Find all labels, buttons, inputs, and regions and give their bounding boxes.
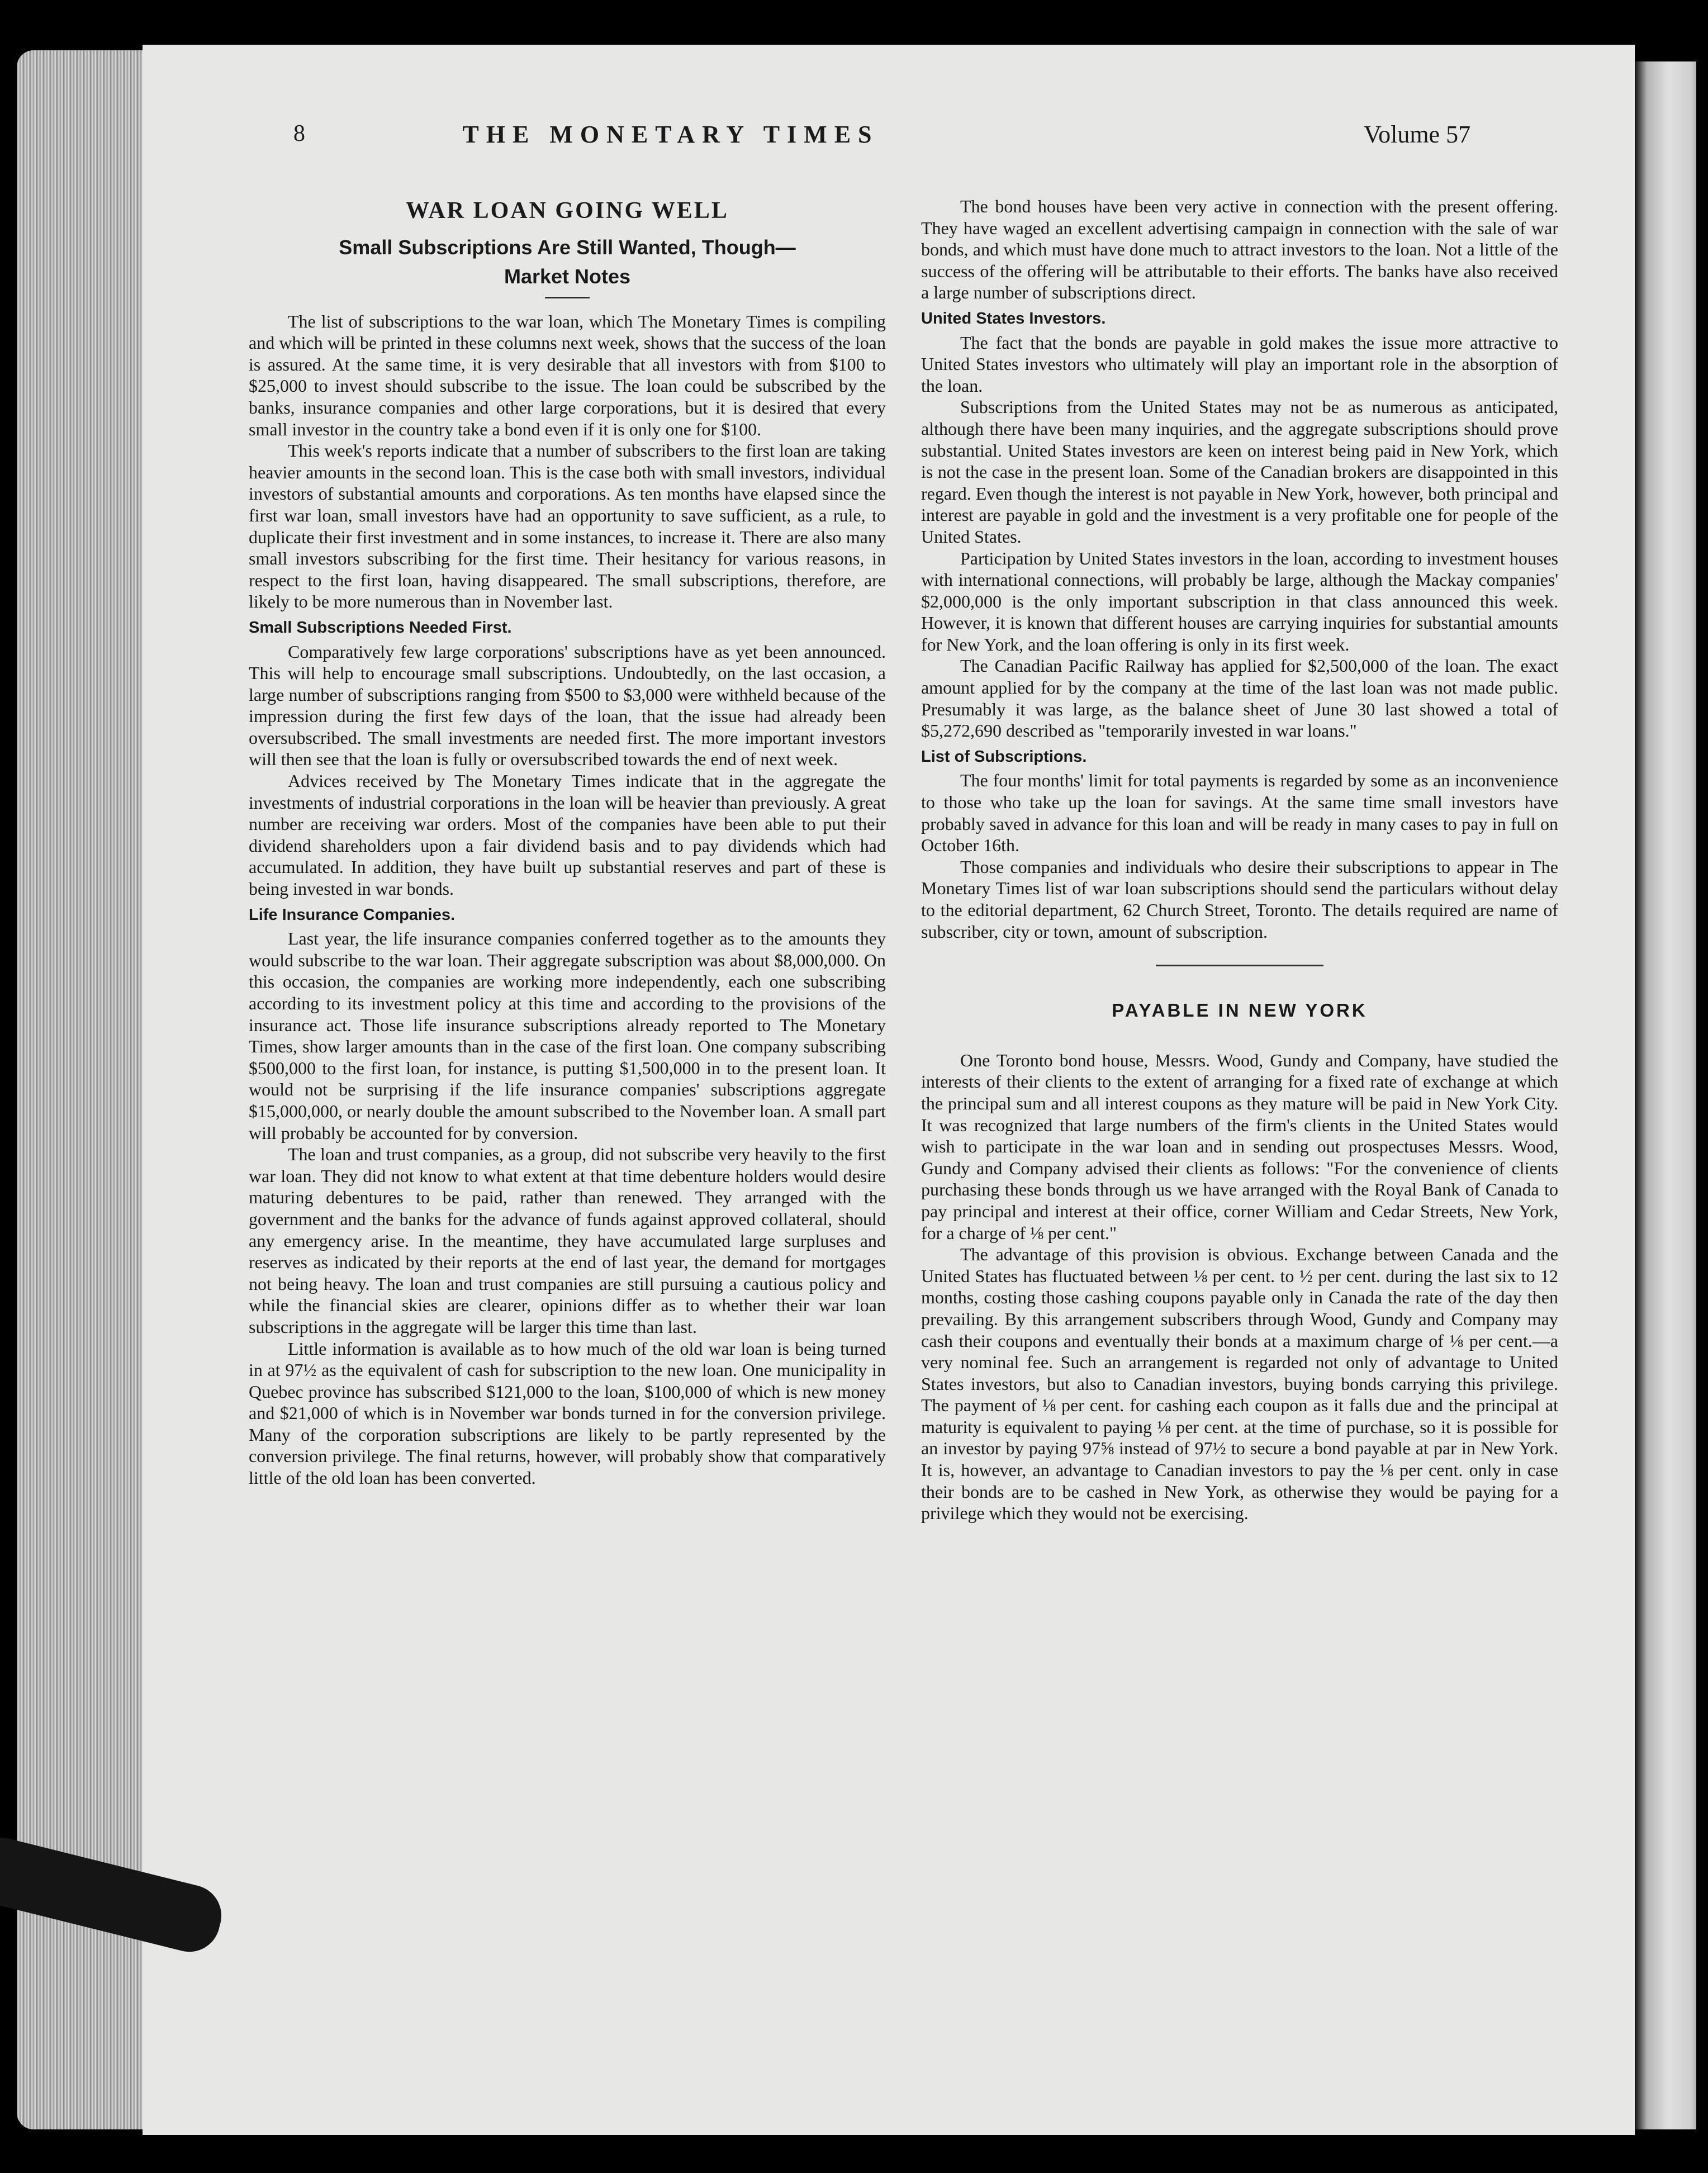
paragraph: Little information is available as to how much of the old war loan is being turned in at 97½ as the equivalent of cash for subscription to the new loan. One municipality in Quebec province has subscribed $121,000 to the loan, $100,000 of which is new money and $21,000 of which is in November war bonds turned in for the conversion privilege. Many of the corporation subscriptions are likely to be partly represented by the conversion privilege. The final returns, however, will probably show that comparatively little of the old loan has been converted. (249, 1338, 886, 1488)
section-heading: United States Investors. (921, 309, 1106, 328)
paragraph: Participation by United States investors in the loan, according to investment houses with international connections, will probably be large, although the Mackay companies' $2,000,000 is the only important subscription in that class announced this week. However, it is known that different houses are carrying inquiries for substantial amounts for New York, and the loan offering is only in its first week. (921, 548, 1558, 654)
article-title: PAYABLE IN NEW YORK (1112, 1000, 1368, 1021)
book-page-edges (17, 50, 145, 2129)
paragraph: One Toronto bond house, Messrs. Wood, Gundy and Company, have studied the interests of their clients to the extent of arranging for a fixed rate of exchange at which the principal sum and all interest coupons as they mature will be paid in New York City. It was recognized that large numbers of the firm's clients in the United States would wish to participate in the war loan and in sending out prospectuses Messrs. Wood, Gundy and Company advised their clients as follows: "For the convenience of clients purchasing these bonds through us we have arranged with the Royal Bank of Canada to pay principal and interest at their office, corner William and Cedar Streets, New York, for a charge of ⅛ per cent." (921, 1050, 1558, 1243)
paragraph: The fact that the bonds are payable in gold makes the issue more attractive to United States investors who ultimately will play an important role in the absorption of the loan. (921, 332, 1558, 396)
article-subtitle (249, 233, 886, 291)
facing-page-edge (1635, 61, 1696, 2129)
subtitle-line: Small Subscriptions Are Still Wanted, Though— (339, 235, 796, 259)
journal-title: THE MONETARY TIMES (462, 121, 879, 148)
paragraph: This week's reports indicate that a number of subscribers to the first loan are taking heavier amounts in the second loan. This is the case both with small investors, individual investors of substantial amounts and corporations. As ten months have elapsed since the first war loan, small investors have had an opportunity to save sufficient, as a rule, to duplicate their first investment and in some instances, to increase it. There are also many small investors subscribing for the first time. Their hesitancy for various reasons, in respect to the first loan, having disappeared. The small subscriptions, therefore, are likely to be more numerous than in November last. (249, 440, 886, 612)
subtitle-line: Market Notes (504, 264, 631, 288)
section-heading: Life Insurance Companies. (249, 905, 456, 924)
section-heading: Small Subscriptions Needed First. (249, 618, 512, 637)
paragraph: The advantage of this provision is obvious. Exchange between Canada and the United States has fluctuated between ⅛ per cent. to ½ per cent. during the last six to 12 months, costing those cashing coupons payable only in Canada the rate of the day then prevailing. By this arrangement subscribers through Wood, Gundy and Company may cash their coupons and eventually their bonds at a maximum charge of ⅛ per cent.—a very nominal fee. Such an arrangement is regarded not only of advantage to United States investors, but also to Canadian investors, buying bonds carrying this privilege. The payment of ⅛ per cent. for cashing each coupon as it falls due and the principal at maturity is equivalent to paying ⅛ per cent. at the time of purchase, so it is possible for an investor by paying 97⅝ instead of 97½ to secure a bond payable at par in New York. It is, however, an advantage to Canadian investors to pay the ⅛ per cent. only in case their bonds are to be cashed in New York, as otherwise they would be paying for a privilege which they would not be exercising. (921, 1244, 1558, 1524)
page-number: 8 (293, 121, 305, 146)
paragraph: Last year, the life insurance companies conferred together as to the amounts they would subscribe to the war loan. Their aggregate subscription was about $8,000,000. On this occasion, the companies are working more independently, each one subscribing according to its investment policy at this time and according to the provisions of the insurance act. Those life insurance subscriptions already reported to The Monetary Times, show larger amounts than in the case of the first loan. One company subscribing $500,000 to the first loan, for instance, is putting $1,500,000 in to the present loan. It would not be surprising if the life insurance companies' subscriptions aggregate $15,000,000, or nearly double the amount subscribed to the November loan. A small part will probably be accounted for by conversion. (249, 928, 886, 1143)
paragraph: The four months' limit for total payments is regarded by some as an inconvenience to those who take up the loan for savings. At the same time small investors have probably saved in advance for this loan and will be ready in many cases to pay in full on October 16th. (921, 770, 1558, 856)
left-column (249, 196, 886, 1489)
paragraph: The Canadian Pacific Railway has applied for $2,500,000 of the loan. The exact amount applied for by the company at the time of the last loan was not made public. Presumably it was large, as the balance sheet of June 30 last showed a total of $5,272,690 described as "temporarily invested in war loans." (921, 656, 1558, 741)
paragraph: Subscriptions from the United States may not be as numerous as anticipated, although there have been many inquiries, and the aggregate subscriptions should prove substantial. United States investors are keen on interest being paid in New York, which is not the case in the present loan. Some of the Canadian brokers are disappointed in this regard. Even though the interest is not payable in New York, however, both principal and interest are payable in gold and the investment is a very profitable one for people of the United States. (921, 397, 1558, 547)
article-divider (1156, 965, 1323, 966)
article-title: WAR LOAN GOING WELL (406, 198, 729, 224)
paragraph: The loan and trust companies, as a group, did not subscribe very heavily to the first war loan. They did not know to what extent at that time debenture holders would desire maturing debentures to be paid, rather than renewed. They arranged with the government and the banks for the advance of funds against approved collateral, should any emergency arise. In the meantime, they have accumulated large surpluses and reserves as indicated by their reports at the end of last year, the demand for mortgages not being heavy. The loan and trust companies are still pursuing a cautious policy and while the financial skies are clearer, opinions differ as to whether their war loan subscriptions in the aggregate will be larger this time than last. (249, 1144, 886, 1337)
right-column (921, 196, 1558, 1524)
volume-label: Volume 57 (1364, 121, 1471, 148)
paragraph: The list of subscriptions to the war loan, which The Monetary Times is compiling and which will be printed in these columns next week, shows that the success of the loan is assured. At the same time, it is very desirable that all investors with from $100 to $25,000 to invest should subscribe to the issue. The loan could be subscribed by the banks, insurance companies and other large corporations, but it is desired that every small investor in the country take a bond even if it is only one for $100. (249, 311, 886, 439)
divider (545, 297, 590, 298)
paragraph: Those companies and individuals who desire their subscriptions to appear in The Monetary Times list of war loan subscriptions should send the particulars without delay to the editorial department, 62 Church Street, Toronto. The details required are name of subscriber, city or town, amount of subscription. (921, 856, 1558, 942)
paragraph: Advices received by The Monetary Times indicate that in the aggregate the investments of industrial corporations in the loan will be heavier than previously. A great number are receiving war orders. Most of the companies have been able to put their dividend shareholders upon a fair dividend basis and to pay dividends which had accumulated. In addition, they have built up substantial reserves and part of these is being invested in war bonds. (249, 771, 886, 899)
paragraph: Comparatively few large corporations' subscriptions have as yet been announced. This will help to encourage small subscriptions. Undoubtedly, on the last occasion, a large number of subscriptions ranging from $500 to $3,000 were withheld because of the impression during the first few days of the loan, that the issue had already been oversubscribed. The small investments are needed first. The more important investors will then see that the loan is fully or oversubscribed towards the end of next week. (249, 641, 886, 770)
section-heading: List of Subscriptions. (921, 747, 1087, 766)
paragraph: The bond houses have been very active in connection with the present offering. They have waged an excellent advertising campaign in connection with the sale of war bonds, and which must have done much to attract investors to the loan. Not a little of the success of the offering will be attributable to their efforts. The banks have also received a large number of subscriptions direct. (921, 196, 1558, 303)
